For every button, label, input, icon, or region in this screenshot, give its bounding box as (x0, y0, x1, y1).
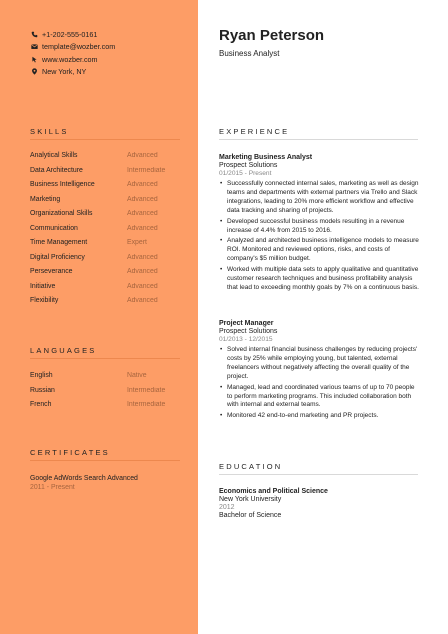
job-entry (219, 320, 421, 423)
location-pin-icon (30, 68, 38, 76)
job-company: Prospect Solutions (219, 162, 278, 169)
skill-level: Advanced (127, 224, 158, 232)
skill-level: Advanced (127, 297, 158, 304)
job-title: Project Manager (219, 320, 274, 327)
skill-row (30, 254, 180, 269)
skill-name: Data Architecture (30, 166, 83, 174)
skill-row (30, 297, 180, 312)
skill-name: Perseverance (30, 268, 73, 275)
skill-name: Time Management (30, 239, 88, 246)
language-row (30, 401, 180, 416)
languages-list (30, 372, 180, 416)
job-company: Prospect Solutions (219, 328, 278, 335)
skills-list (30, 152, 180, 312)
education-field: Economics and Political Science (219, 488, 328, 495)
skill-level: Advanced (127, 210, 158, 217)
job-bullet: • Worked with multiple data sets to apply qualitative and quantitative customer research techniques and business profitability analysis that lead to exceeding monthly goals by 7% on a continuous basis. (219, 266, 421, 293)
contact-location-text: New York, NY (42, 67, 87, 77)
education-heading: EDUCATION (219, 462, 283, 471)
education-school: New York University (219, 496, 282, 503)
contact-list (30, 28, 115, 78)
job-bullets (219, 346, 421, 421)
skills-heading: SKILLS (30, 127, 69, 136)
skill-level: Advanced (127, 195, 158, 203)
job-bullet: • Monitored 42 end-to-end marketing and PR projects. (219, 412, 421, 421)
contact-email[interactable] (30, 41, 115, 54)
contact-email-text: template@wozber.com (42, 42, 116, 52)
skill-name: Organizational Skills (30, 210, 93, 217)
experience-heading: EXPERIENCE (219, 127, 290, 136)
skill-row (30, 167, 180, 182)
skill-level: Expert (127, 239, 147, 246)
experience-divider (219, 139, 418, 140)
skill-row (30, 225, 180, 240)
language-row (30, 387, 180, 402)
contact-website-text: www.wozber.com (42, 54, 98, 64)
language-name: French (30, 401, 52, 408)
job-bullet: • Analyzed and architected business intelligence models to measure ROI. Monitored and reviewed options, risks, and costs of company's $5 million budget. (219, 237, 421, 264)
skill-name: Flexibility (30, 297, 59, 304)
skill-row (30, 210, 180, 225)
language-level: Intermediate (127, 401, 166, 408)
education-entry (219, 488, 328, 519)
skill-name: Business Intelligence (30, 181, 95, 188)
skill-level: Advanced (127, 181, 158, 188)
phone-icon (30, 30, 38, 38)
contact-website[interactable] (30, 53, 115, 66)
certificate-date: 2011 - Present (30, 484, 75, 491)
skill-row (30, 181, 180, 196)
job-title: Marketing Business Analyst (219, 154, 313, 161)
skill-row (30, 268, 180, 283)
skill-row (30, 152, 180, 167)
skill-name: Communication (30, 224, 78, 232)
job-bullet: • Managed, lead and coordinated various teams of up to 70 people to perform marketing programs. This included collaboration both with internal and external teams. (219, 384, 421, 411)
candidate-role: Business Analyst (219, 49, 280, 58)
skill-row (30, 239, 180, 254)
education-year: 2012 (219, 504, 235, 511)
job-bullets (219, 180, 421, 293)
skill-level: Intermediate (127, 166, 166, 174)
language-name: English (30, 372, 53, 379)
skill-level: Advanced (127, 268, 158, 275)
languages-heading: LANGUAGES (30, 346, 97, 355)
language-level: Intermediate (127, 386, 166, 394)
job-bullet: • Developed successful business models resulting in a revenue increase of 4.4% from 2015 to 2016. (219, 218, 421, 236)
main-content (198, 0, 448, 634)
education-degree: Bachelor of Science (219, 512, 282, 519)
language-name: Russian (30, 386, 55, 394)
education-divider (219, 474, 418, 475)
skill-name: Analytical Skills (30, 152, 78, 159)
skill-row (30, 196, 180, 211)
job-dates: 01/2015 - Present (219, 170, 272, 177)
job-bullet: • Solved internal financial business challenges by reducing projects' costs by 25% while employing young, but talented, external freelancers without negatively affecting the overall quality of the project. (219, 346, 421, 382)
skill-name: Marketing (30, 195, 61, 203)
contact-location (30, 66, 115, 79)
language-level: Native (127, 372, 147, 379)
job-entry (219, 154, 421, 295)
sidebar (0, 0, 198, 634)
job-bullet: • Successfully connected internal sales, marketing as well as design teams and departments with external partners via Trello and Slack integrations, leading to 20% more efficient workflow and effective data tracking and sharing of projects. (219, 180, 421, 216)
contact-phone-text: +1-202-555-0161 (42, 29, 98, 39)
email-icon (30, 43, 38, 51)
link-icon (30, 55, 38, 63)
candidate-name: Ryan Peterson (219, 27, 325, 44)
skills-divider (30, 139, 180, 140)
certificates-divider (30, 460, 180, 461)
contact-phone[interactable] (30, 28, 115, 41)
job-dates: 01/2013 - 12/2015 (219, 336, 273, 343)
certificate-title: Google AdWords Search Advanced (30, 475, 138, 482)
skill-level: Advanced (127, 152, 158, 159)
skill-name: Digital Proficiency (30, 253, 85, 261)
skill-row (30, 283, 180, 298)
skill-name: Initiative (30, 282, 56, 290)
certificate-item (30, 475, 138, 491)
skill-level: Advanced (127, 253, 158, 261)
certificates-heading: CERTIFICATES (30, 448, 110, 457)
skill-level: Advanced (127, 282, 158, 290)
languages-divider (30, 358, 180, 359)
language-row (30, 372, 180, 387)
